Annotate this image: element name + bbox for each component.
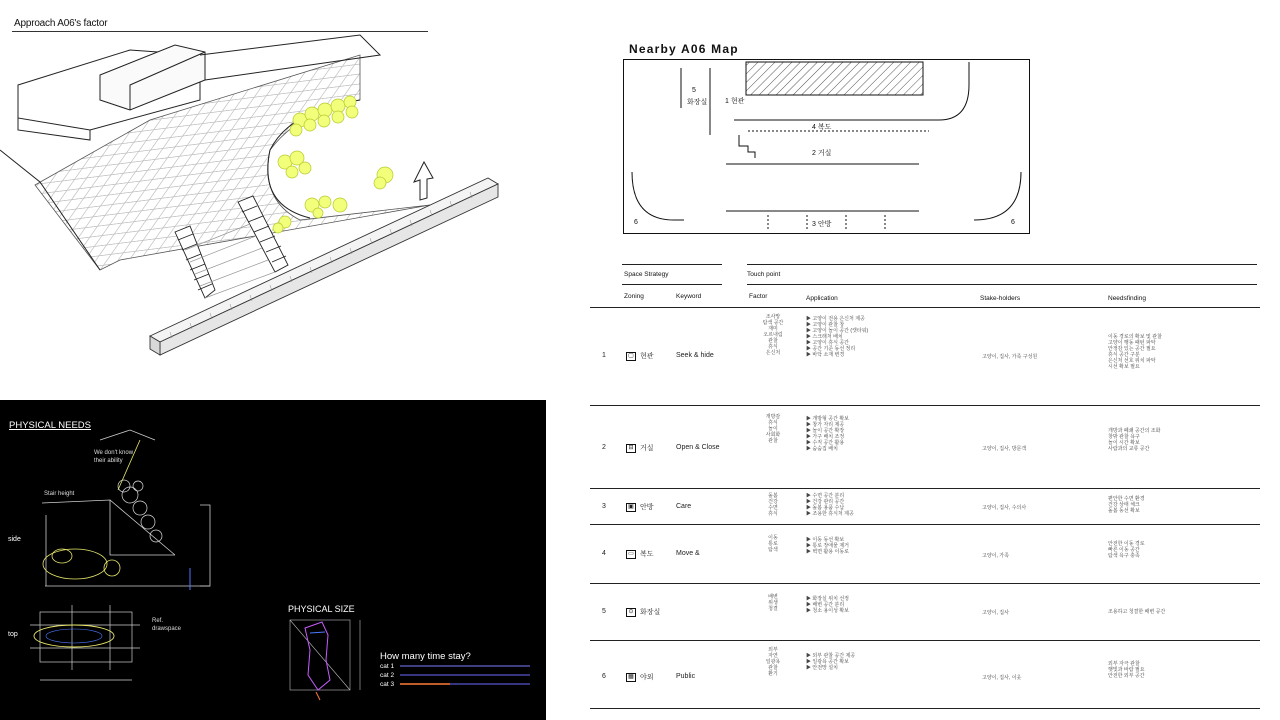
- stay-time-bars: [400, 666, 530, 684]
- outdoor-left-curve: [632, 172, 684, 220]
- map-label-6-right: 6: [1011, 219, 1015, 226]
- zone-icon: ▦: [626, 673, 636, 682]
- approach-axonometric-panel: [0, 0, 550, 400]
- dimension-note-1: Ref.: [152, 618, 164, 624]
- cat-3-label: cat 3: [380, 681, 395, 688]
- physical-needs-title: PHYSICAL NEEDS: [9, 420, 92, 431]
- row-index: 4: [602, 550, 606, 557]
- needsfinding-header: Needsfinding: [1108, 295, 1146, 302]
- outdoor-right-curve: [974, 172, 1021, 220]
- zone-cell: [626, 502, 654, 512]
- zone-cell: [626, 351, 654, 361]
- stay-time-title: How many time stay?: [380, 651, 471, 662]
- needs-cell: 조용하고 청결한 배변 공간: [1108, 609, 1166, 615]
- cat-2-label: cat 2: [380, 672, 395, 679]
- row-index: 2: [602, 444, 606, 451]
- keyword-cell: Care: [676, 503, 692, 510]
- zoning-header: Zoning: [624, 293, 644, 300]
- stakeholders-header: Stake-holders: [980, 295, 1021, 302]
- table-row: [590, 406, 1260, 488]
- zone-cell: [626, 443, 654, 453]
- zone-name: 현관: [640, 353, 654, 360]
- zone-name: 화장실: [640, 609, 661, 616]
- application-cell: ▶ 수면 공간 분리 ▶ 건강 관리 공간 ▶ 돌봄 용품 수납 ▶ 조용한 휴식처 제공: [806, 493, 854, 517]
- stakeholders-cell: 고양이, 집사, 이웃: [982, 675, 1022, 681]
- map-drawing: [624, 60, 1029, 233]
- row-index: 6: [602, 673, 606, 680]
- physical-needs-panel: [0, 400, 546, 720]
- space-strategy-heading: Space Strategy: [624, 271, 669, 278]
- zone-icon: ▣: [626, 503, 636, 512]
- zone-cell: [626, 672, 654, 682]
- zone-name: 야외: [640, 674, 654, 681]
- zone-icon: ⊙: [626, 608, 636, 617]
- physical-size-cat: [305, 622, 330, 700]
- application-cell: ▶ 외부 관찰 공간 제공 ▶ 일광욕 공간 확보 ▶ 안전망 설치: [806, 653, 856, 671]
- map-label-5-name: 화장실: [687, 99, 708, 106]
- map-label-4: 4 복도: [812, 124, 832, 131]
- zone-name: 거실: [640, 445, 654, 452]
- map-title: Nearby A06 Map: [629, 42, 739, 56]
- physical-needs-drawing: [0, 400, 546, 720]
- zone-name: 복도: [640, 551, 654, 558]
- approach-title: Approach A06's factor: [14, 18, 108, 29]
- nearby-map: [623, 59, 1030, 234]
- application-cell: ▶ 화장실 위치 선정 ▶ 배변 공간 분리 ▶ 청소 용이성 확보: [806, 596, 849, 614]
- side-view-label: side: [8, 536, 21, 543]
- keyword-header: Keyword: [676, 293, 702, 300]
- stakeholders-cell: 고양이, 집사, 가족 구성원: [982, 354, 1038, 360]
- needs-cell: 개방과 폐쇄 공간의 조화 창밖 관찰 욕구 놀이 시간 확보 사람과의 교류 공간: [1108, 428, 1161, 452]
- zone-icon: ▭: [626, 550, 636, 559]
- physical-size-drawing: [290, 620, 360, 690]
- application-cell: ▶ 고양이 전용 은신처 제공 ▶ 고양이 관찰 창 ▶ 고양이 놀이 공간 (캣타워) ▶ 스크래처 배치 ▶ 고양이 휴식 공간 ▶ 공간 기준 동선 정리 ▶ 바닥 소재 변경: [806, 316, 869, 358]
- row-index: 5: [602, 608, 606, 615]
- row-index: 1: [602, 352, 606, 359]
- table-row: [590, 525, 1260, 583]
- map-label-1: 1 현관: [725, 98, 745, 105]
- stakeholders-cell: 고양이, 집사: [982, 610, 1009, 616]
- map-label-3: 3 안방: [812, 221, 832, 228]
- application-cell: ▶ 개방형 공간 확보 ▶ 창가 자리 제공 ▶ 놀이 공간 확장 ▶ 가구 배치 조정 ▶ 수직 공간 활용 ▶ 숨숨집 배치: [806, 416, 849, 452]
- zone-icon: ▢: [626, 352, 636, 361]
- row-index: 3: [602, 503, 606, 510]
- building-footprint: [746, 62, 923, 95]
- factor-cell: 이동 통로 탐색: [768, 535, 778, 553]
- keyword-cell: Public: [676, 673, 696, 680]
- zone-cell: [626, 607, 660, 617]
- small-steps: [739, 135, 755, 158]
- stakeholders-cell: 고양이, 집사, 수의사: [982, 505, 1027, 511]
- dimension-note-2: drawspace: [152, 626, 182, 632]
- needs-cell: 이동 경로의 확보 및 관찰 고양이 행동 패턴 파악 안정감 있는 공간 필요 휴식 공간 구분 은신처 선호 위치 파악 시선 확보 필요: [1108, 334, 1162, 370]
- needs-cell: 안전한 이동 경로 빠른 이동 공간 탐색 욕구 충족: [1108, 541, 1145, 559]
- factor-cell: 조사망 탐색 공간 재미 오르내림 관찰 휴식 은신처: [762, 314, 784, 356]
- zone-name: 안방: [640, 504, 654, 511]
- zone-icon: ⊟: [626, 444, 636, 453]
- physical-size-title: PHYSICAL SIZE: [288, 604, 355, 614]
- ability-note-1: We don't know: [94, 450, 134, 456]
- factor-cell: 외부 자연 일광욕 관찰 환기: [765, 647, 781, 677]
- stakeholders-cell: 고양이, 집사, 방문객: [982, 446, 1027, 452]
- zone-cell: [626, 549, 654, 559]
- ability-note-2: their ability: [94, 458, 123, 464]
- side-view-drawing: [42, 430, 210, 586]
- strategy-table: [590, 262, 1260, 720]
- stakeholders-cell: 고양이, 가족: [982, 553, 1009, 559]
- map-label-6-left: 6: [634, 219, 638, 226]
- factor-cell: 배변 위생 청결: [768, 594, 778, 612]
- side-view-cat: [43, 549, 120, 579]
- table-row: [590, 489, 1260, 524]
- top-view-label: top: [8, 631, 18, 638]
- map-label-2: 2 거실: [812, 150, 832, 157]
- stair-height-label: Stair height: [44, 491, 75, 497]
- climbing-cat: [118, 480, 162, 542]
- keyword-cell: Move &: [676, 550, 700, 557]
- factor-cell: 돌봄 건강 수면 휴식: [768, 493, 778, 517]
- touch-point-heading: Touch point: [747, 271, 781, 278]
- application-header: Application: [806, 295, 838, 302]
- factor-header: Factor: [749, 293, 768, 300]
- table-row: [590, 308, 1260, 405]
- map-label-5-number: 5: [692, 87, 696, 94]
- table-row: [590, 641, 1260, 711]
- axonometric-drawing: [0, 0, 550, 400]
- keyword-cell: Open & Close: [676, 444, 720, 451]
- keyword-cell: Seek & hide: [676, 352, 714, 359]
- cat-1-label: cat 1: [380, 663, 395, 670]
- needs-cell: 편안한 수면 환경 건강 상태 체크 돌봄 동선 확보: [1108, 496, 1145, 514]
- table-row: [590, 584, 1260, 640]
- application-cell: ▶ 이동 동선 확보 ▶ 통로 장애물 제거 ▶ 벽면 활용 이동로: [806, 537, 849, 555]
- needs-cell: 외부 자극 관찰 햇빛과 바람 필요 안전한 외부 공간: [1108, 661, 1145, 679]
- direction-arrow: [414, 162, 433, 200]
- factor-cell: 개방감 휴식 놀이 사회화 관찰: [765, 414, 781, 444]
